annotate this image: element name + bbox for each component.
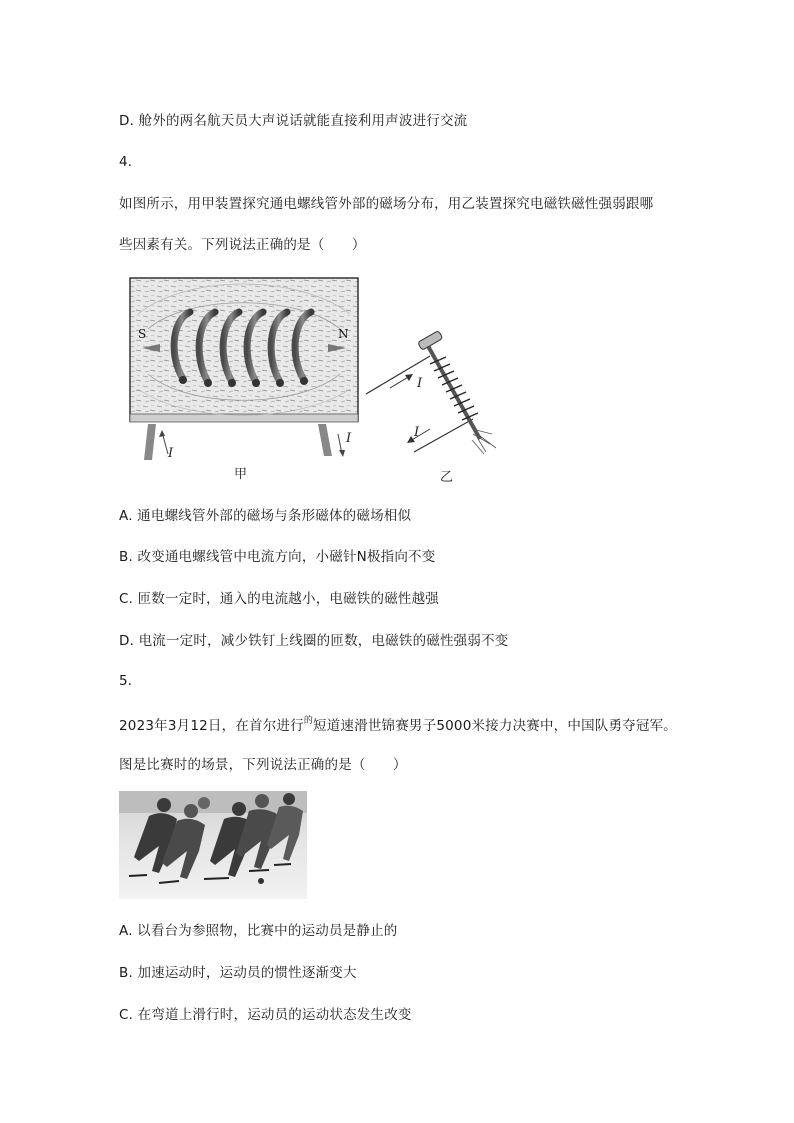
pole-n-label: N [338, 327, 349, 341]
current-label-right: I [346, 431, 352, 446]
q4-option-b: B. 改变通电螺线管中电流方向，小磁针N极指向不变 [119, 549, 436, 565]
q5-skating-photo [119, 791, 307, 899]
q5-stem-part-a: 2023年3月12日，在首尔进行 [119, 718, 304, 734]
q5-option-b: B. 加速运动时，运动员的惯性逐渐变大 [119, 965, 357, 981]
q5-stem-part-b: 短道速滑世锦赛男子5000米接力决赛中，中国队勇夺冠军。 [313, 718, 677, 734]
pole-s-label: S [138, 327, 147, 341]
q5-stem-line1 [119, 713, 677, 734]
q4-number: 4. [119, 154, 132, 170]
q4-stem-line2: 些因素有关。下列说法正确的是（ ） [119, 237, 366, 253]
q5-stem-line2: 图是比赛时的场景，下列说法正确的是（ ） [119, 757, 407, 773]
q4-option-d: D. 电流一定时，减少铁钉上线圈的匝数，电磁铁的磁性强弱不变 [119, 633, 509, 649]
q4-option-a: A. 通电螺线管外部的磁场与条形磁体的磁场相似 [119, 508, 412, 524]
q5-stem-sup: 的 [303, 716, 314, 726]
q5-number: 5. [119, 673, 132, 689]
svg-text:I: I [414, 425, 420, 440]
q3-option-d: D. 舱外的两名航天员大声说话就能直接利用声波进行交流 [119, 113, 468, 129]
q5-option-c: C. 在弯道上滑行时，运动员的运动状态发生改变 [119, 1007, 412, 1023]
q4-figure [128, 274, 508, 492]
svg-text:I: I [417, 376, 423, 391]
label-jia: 甲 [234, 467, 248, 482]
q4-option-c: C. 匝数一定时，通入的电流越小，电磁铁的磁性越强 [119, 591, 440, 607]
label-yi: 乙 [440, 470, 454, 485]
electromagnet [366, 331, 496, 454]
q4-stem-line1: 如图所示，用甲装置探究通电螺线管外部的磁场分布，用乙装置探究电磁铁磁性强弱跟哪 [119, 196, 654, 212]
q5-option-a: A. 以看台为参照物，比赛中的运动员是静止的 [119, 923, 398, 939]
current-label-left: I [168, 446, 174, 461]
